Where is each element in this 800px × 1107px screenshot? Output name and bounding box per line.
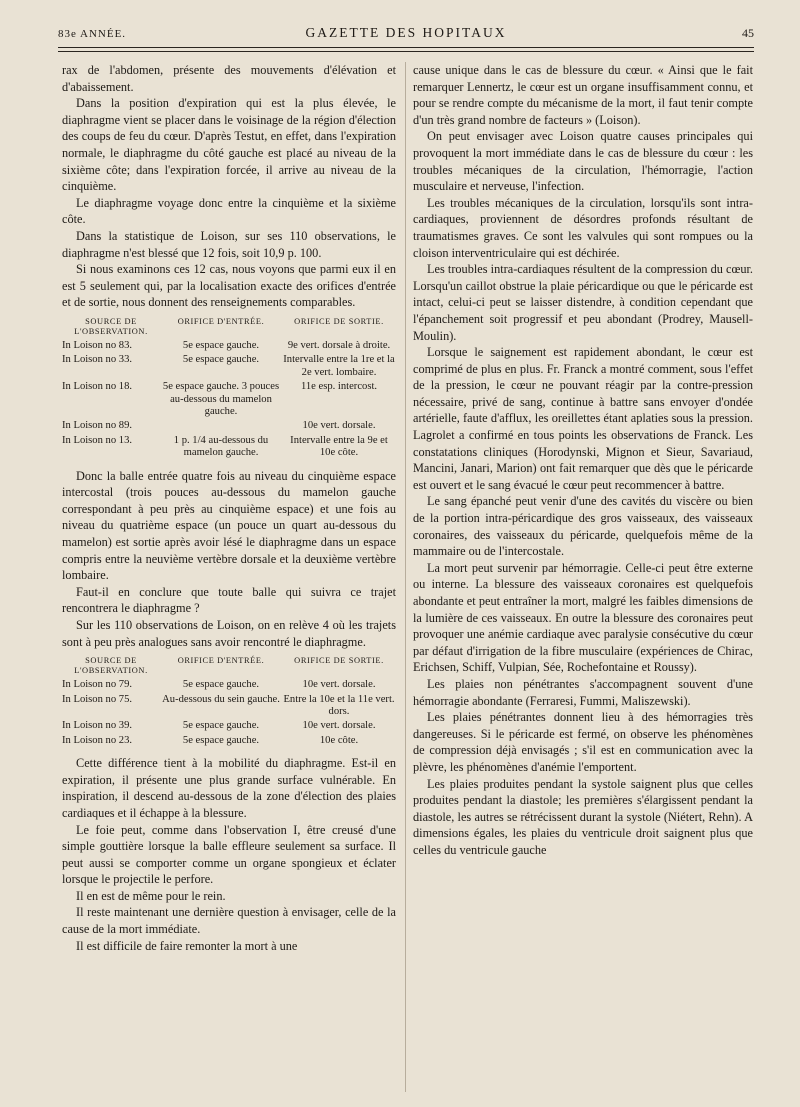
cell-exit: Entre la 10e et la 11e vert. dors. — [283, 693, 395, 717]
table-row — [62, 340, 396, 352]
paragraph: cause unique dans le cas de blessure du cœur. « Ainsi que le fait remarquer Lennertz, le cœur est un organe insuffisamment connu, et pour se rendre compte du mécanisme de la mort, il faut tenir compte d'un très grand nombre de facteurs » (Loison). — [413, 63, 753, 127]
paragraph: Donc la balle entrée quatre fois au niveau du cinquième espace intercostal (trois pouces au-dessous du mamelon gauche correspondant à peu près au cinquième espace) et une fois au niveau du quatrième espace (un pouce un quart au-dessous du mamelon) est sortie après avoir lésé le diaphragme dans un espace compris entre la neuvième vertèbre dorsale et la deuxième vertèbre lombaire. — [62, 468, 396, 583]
cell-source: In Loison no 79. — [62, 679, 133, 691]
paragraph: Lorsque le saignement est rapidement abondant, le cœur est comprimé de plus en plus. Fr. Franck a montré comment, sous l'effet de la pression, le cœur ne pouvant réagir par la contre-pression nécessaire, privé de sang, continue à battre sans envoyer d'ondée artérielle, faute d'afflux, les oreillettes étant aplaties sous la pression. Lagrolet a confirmé en tous points les observations de Franck. Les constatations cliniques (Horodynski, Mignon et Sieur, Savariaud, Mancini, Janari, Marion) ont fait remarquer que dès que le péricarde est ouvert et le sang évacué le cœur peut recommencer à battre. — [413, 345, 753, 492]
paragraph: Les plaies produites pendant la systole saignent plus que celles produites pendant la diastole; les premières s'élargissent pendant la diastole, les autres se rétrécissent durant la systole (Niétert, Rehn). A dimensions égales, les plaies du ventricule droit saignent plus que celles du ventricule gauche — [413, 776, 753, 857]
cell-exit: 10e vert. dorsale. — [302, 720, 376, 732]
paragraph: Le sang épanché peut venir d'une des cavités du viscère ou bien de la portion intra-péricardique des gros vaisseaux, des vaisseaux coronaires, des vaisseaux du péricarde, quelquefois même de la mammaire ou de l'intercostale. — [413, 494, 753, 559]
cell-entry: Au-dessous du sein gauche. — [162, 693, 280, 705]
header-rule-top — [58, 47, 754, 48]
paragraph: On peut envisager avec Loison quatre causes principales qui provoquent la mort immédiate dans le cas de blessure du cœur : les troubles mécaniques de la circulation, l'hémorragie, l'action musculaire et nerveuse, l'infection. — [413, 129, 753, 194]
cell-source: In Loison no 83. — [62, 339, 133, 351]
paragraph: rax de l'abdomen, présente des mouvements d'élévation et d'abaissement. — [62, 63, 396, 94]
table-row — [62, 381, 396, 418]
table-row — [62, 720, 396, 732]
cell-exit: 10e côte. — [319, 734, 359, 746]
cell-source: In Loison no 89. — [62, 420, 133, 432]
cell-entry: 5e espace gauche. — [182, 679, 260, 691]
paragraph: Le foie peut, comme dans l'observation I, être creusé d'une simple gouttière lorsque la balle effleure seulement sa surface. Il peut aussi se comporter comme un organe spongieux et éclater lorsque le projectile le perfore. — [62, 822, 396, 887]
cell-exit: 10e vert. dorsale. — [302, 420, 376, 432]
column-header-exit: ORIFICE DE SORTIE. — [294, 656, 384, 666]
paragraph: Cette différence tient à la mobilité du diaphragme. Est-il en expiration, il présente une plus grande surface vulnérable. En inspiration, il descend au-dessous de la zone d'élection des plaies cardiaques et il échappe à la blessure. — [62, 756, 396, 820]
column-header-source: SOURCE DE L'OBSERVATION. — [74, 656, 148, 676]
cell-source: In Loison no 23. — [62, 734, 133, 746]
cell-entry: 5e espace gauche. — [182, 339, 260, 351]
journal-title: GAZETTE DES HOPITAUX — [305, 25, 507, 40]
column-header-source: SOURCE DE L'OBSERVATION. — [74, 316, 148, 336]
table-row — [62, 679, 396, 691]
paragraph: Si nous examinons ces 12 cas, nous voyons que parmi eux il en est 5 seulement qui, par la localisation exacte des orifices d'entrée et de sortie, nous donnent des renseignements comparables. — [62, 262, 396, 310]
cell-source: In Loison no 18. — [62, 381, 133, 393]
table-row — [62, 354, 396, 379]
cell-source: In Loison no 75. — [62, 693, 133, 705]
cell-exit: 11e esp. intercost. — [300, 381, 378, 393]
cell-source: In Loison no 39. — [62, 720, 133, 732]
header-rule-bottom — [58, 51, 754, 52]
cell-exit: 9e vert. dorsale à droite. — [287, 339, 391, 351]
table-row — [62, 694, 396, 719]
paragraph: Le diaphragme voyage donc entre la cinquième et la sixième côte. — [62, 195, 396, 227]
paragraph: Les plaies pénétrantes donnent lieu à des hémorragies très dangereuses. Si le péricarde est fermé, on observe les phénomènes de compression déjà envisagés ; s'il est en communication avec la plèvre, les phénomènes d'anémie l'emportent. — [413, 710, 753, 774]
right-column — [413, 62, 753, 859]
page-number: 45 — [742, 26, 754, 40]
cell-entry: 5e espace gauche. — [182, 354, 260, 366]
cell-exit: 10e vert. dorsale. — [302, 679, 376, 691]
paragraph: Les troubles mécaniques de la circulation, lorsqu'ils sont intra-cardiaques, proviennent de désordres profonds résultant de traumatismes graves. Ce sont les valvules qui sont rompues ou la cloison interventriculaire qui est déchirée. — [413, 195, 753, 260]
paragraph: Il en est de même pour le rein. — [76, 888, 226, 903]
column-header-entry: ORIFICE D'ENTRÉE. — [177, 316, 265, 326]
table-row — [62, 420, 396, 432]
cell-source: In Loison no 33. — [62, 354, 133, 366]
paragraph: Dans la statistique de Loison, sur ses 110 observations, le diaphragme n'est blessé que 12 fois, soit 10,9 p. 100. — [62, 228, 396, 260]
table-row — [62, 435, 396, 460]
cell-entry — [160, 420, 282, 432]
cell-exit: Intervalle entre la 1re et la 2e vert. lombaire. — [283, 354, 395, 378]
table-header — [62, 656, 396, 676]
cell-entry: 5e espace gauche. — [182, 720, 260, 732]
paragraph: Les plaies non pénétrantes s'accompagnent souvent d'une hémorragie abondante (Ferraresi, Fummi, Maliszewski). — [413, 676, 753, 708]
table-header — [62, 317, 396, 337]
paragraph: Il est difficile de faire remonter la mort à une — [76, 938, 298, 953]
cell-entry: 1 p. 1/4 au-dessous du mamelon gauche. — [173, 434, 269, 459]
paragraph: La mort peut survenir par hémorragie. Celle-ci peut être externe ou interne. La blessure des vaisseaux coronaires est quelquefois abondante et peut entraîner la mort, malgré les faibles dimensions de la lumière de ces vaisseaux. En outre la blessure des coronaires peut provoquer une anémie cardiaque avec paralysie consécutive du cœur par défaut d'irrigation de la fibre musculaire (expériences de Chirac, Erichsen, Schiff, Vulpian, Sée, Rochefontaine et Roussy). — [413, 560, 753, 675]
paragraph: Il reste maintenant une dernière question à envisager, celle de la cause de la mort immédiate. — [62, 905, 396, 937]
column-header-entry: ORIFICE D'ENTRÉE. — [177, 656, 265, 666]
paragraph: Dans la position d'expiration qui est la plus élevée, le diaphragme vient se placer dans le voisinage de la région d'élection des coups de feu du cœur. D'après Testut, en effet, dans l'expiration normale, le diaphragme du côté gauche est placé au niveau de la sixième côte; dans l'expiration forcée, il arrive au niveau de la cinquième. — [62, 96, 396, 194]
paragraph: Faut-il en conclure que toute balle qui suivra ce trajet rencontrera le diaphragme ? — [62, 584, 396, 616]
column-header-exit: ORIFICE DE SORTIE. — [294, 316, 384, 326]
table-row — [62, 735, 396, 747]
observation-table-2 — [62, 656, 396, 747]
cell-exit: Intervalle entre la 9e et 10e côte. — [290, 434, 388, 459]
column-divider — [405, 62, 406, 1092]
page-header — [58, 22, 754, 44]
paragraph: Les troubles intra-cardiaques résultent de la compression du cœur. Lorsqu'un caillot obstrue la plaie péricardique ou que le péricarde est intact, celui-ci peut se laisser distendre, à condition cependant que l'épanchement soit progressif et peu abondant (Prodrey, Mausell-Moulin). — [413, 262, 753, 343]
cell-entry: 5e espace gauche. 3 pouces au-dessous du mamelon gauche. — [162, 381, 280, 417]
cell-entry: 5e espace gauche. — [182, 734, 260, 746]
observation-table-1 — [62, 317, 396, 460]
year-label: 83e ANNÉE. — [58, 28, 127, 40]
paragraph: Sur les 110 observations de Loison, on en relève 4 où les trajets sont à peu près analogues sans avoir rencontré le diaphragme. — [62, 617, 396, 649]
left-column — [62, 62, 396, 954]
cell-source: In Loison no 13. — [62, 434, 133, 446]
